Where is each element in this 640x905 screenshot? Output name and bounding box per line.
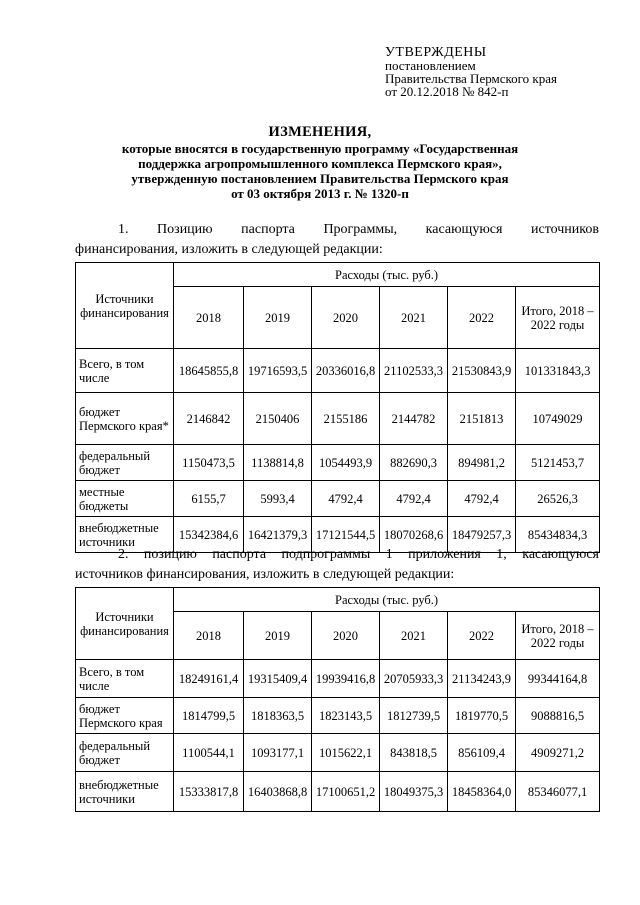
table-cell: 1100544,1 <box>174 734 244 772</box>
table-cell: 1812739,5 <box>380 698 448 734</box>
table-row <box>76 772 600 812</box>
table-cell: 18070268,6 <box>380 517 448 553</box>
table-cell: 85434834,3 <box>516 517 600 553</box>
document-title: ИЗМЕНЕНИЯ, <box>268 124 372 140</box>
approval-line-3: от 20.12.2018 № 842-п <box>385 84 509 99</box>
table-cell: 19716593,5 <box>244 349 312 393</box>
table-cell: 1015622,1 <box>312 734 380 772</box>
financing-table-subprogram <box>75 587 600 812</box>
table-cell: 894981,2 <box>448 445 516 481</box>
table-cell: 9088816,5 <box>516 698 600 734</box>
table-cell: 1054493,9 <box>312 445 380 481</box>
table-row <box>76 481 600 517</box>
row-label: Всего, в том числе <box>76 660 174 698</box>
heading-line-2: поддержка агропромышленного комплекса Пермского края», <box>138 156 502 171</box>
row-label: федеральный бюджет <box>76 734 174 772</box>
total-header: Итого, 2018 – 2022 годы <box>516 287 600 349</box>
table-cell: 20336016,8 <box>312 349 380 393</box>
year-header: 2022 <box>448 612 516 660</box>
approval-stamp <box>385 46 557 98</box>
table-cell: 18645855,8 <box>174 349 244 393</box>
source-header: Источники финансирования <box>76 263 174 349</box>
row-label: внебюджетные источники <box>76 772 174 812</box>
table-cell: 21102533,3 <box>380 349 448 393</box>
table-cell: 16421379,3 <box>244 517 312 553</box>
source-header: Источники финансирования <box>76 588 174 660</box>
year-header: 2018 <box>174 287 244 349</box>
total-header: Итого, 2018 – 2022 годы <box>516 612 600 660</box>
approval-line-1: постановлением <box>385 58 476 73</box>
table-cell: 18479257,3 <box>448 517 516 553</box>
year-header: 2021 <box>380 287 448 349</box>
row-label: местные бюджеты <box>76 481 174 517</box>
heading-line-4: от 03 октября 2013 г. № 1320-п <box>231 186 409 201</box>
table-cell: 19315409,4 <box>244 660 312 698</box>
table-cell: 4792,4 <box>380 481 448 517</box>
row-label: бюджет Пермского края <box>76 698 174 734</box>
table-cell: 19939416,8 <box>312 660 380 698</box>
table-cell: 18049375,3 <box>380 772 448 812</box>
expenses-header: Расходы (тыс. руб.) <box>174 263 600 287</box>
table-cell: 101331843,3 <box>516 349 600 393</box>
table-cell: 1150473,5 <box>174 445 244 481</box>
approval-line-2: Правительства Пермского края <box>385 71 557 86</box>
table-row <box>76 734 600 772</box>
table-cell: 2151813 <box>448 393 516 445</box>
table-cell: 2144782 <box>380 393 448 445</box>
table-cell: 1819770,5 <box>448 698 516 734</box>
table-cell: 2146842 <box>174 393 244 445</box>
table-cell: 21530843,9 <box>448 349 516 393</box>
year-header: 2019 <box>244 287 312 349</box>
table-cell: 856109,4 <box>448 734 516 772</box>
year-header: 2019 <box>244 612 312 660</box>
expenses-header: Расходы (тыс. руб.) <box>174 588 600 612</box>
table-cell: 4792,4 <box>312 481 380 517</box>
table-row <box>76 393 600 445</box>
table-cell: 15333817,8 <box>174 772 244 812</box>
year-header: 2022 <box>448 287 516 349</box>
table-cell: 2155186 <box>312 393 380 445</box>
table-row <box>76 660 600 698</box>
table-cell: 1138814,8 <box>244 445 312 481</box>
paragraph-2 <box>75 545 599 585</box>
document-heading <box>0 124 640 200</box>
table-cell: 1818363,5 <box>244 698 312 734</box>
financing-table-program <box>75 262 600 553</box>
paragraph-1 <box>75 220 599 260</box>
table-cell: 882690,3 <box>380 445 448 481</box>
table-cell: 5993,4 <box>244 481 312 517</box>
year-header: 2020 <box>312 287 380 349</box>
table-row <box>76 445 600 481</box>
heading-line-1: которые вносятся в государственную программу «Государственная <box>121 141 519 156</box>
table-cell: 15342384,6 <box>174 517 244 553</box>
row-label: федеральный бюджет <box>76 445 174 481</box>
paragraph-1-first-line: 1. Позицию паспорта Программы, касающуюся источников <box>118 222 599 237</box>
table-cell: 2150406 <box>244 393 312 445</box>
table-cell: 1814799,5 <box>174 698 244 734</box>
table-cell: 4792,4 <box>448 481 516 517</box>
row-label: внебюджетные источники <box>76 517 174 553</box>
table-cell: 20705933,3 <box>380 660 448 698</box>
row-label: Всего, в том числе <box>76 349 174 393</box>
table-cell: 18458364,0 <box>448 772 516 812</box>
table-cell: 1093177,1 <box>244 734 312 772</box>
year-header: 2020 <box>312 612 380 660</box>
table-cell: 85346077,1 <box>516 772 600 812</box>
table-cell: 16403868,8 <box>244 772 312 812</box>
table-cell: 99344164,8 <box>516 660 600 698</box>
table-cell: 26526,3 <box>516 481 600 517</box>
paragraph-1-rest: финансирования, изложить в следующей редакции: <box>75 242 383 257</box>
approval-title: УТВЕРЖДЕНЫ <box>385 45 487 60</box>
table-cell: 18249161,4 <box>174 660 244 698</box>
table-cell: 17100651,2 <box>312 772 380 812</box>
table-cell: 6155,7 <box>174 481 244 517</box>
paragraph-2-first-line: 2. позицию паспорта подпрограммы 1 приложения 1, касающуюся <box>118 547 599 562</box>
table-row <box>76 698 600 734</box>
table-cell: 10749029 <box>516 393 600 445</box>
row-label: бюджет Пермского края* <box>76 393 174 445</box>
heading-line-3: утвержденную постановлением Правительства Пермского края <box>131 171 509 186</box>
year-header: 2021 <box>380 612 448 660</box>
table-cell: 1823143,5 <box>312 698 380 734</box>
year-header: 2018 <box>174 612 244 660</box>
table-row <box>76 349 600 393</box>
table-cell: 4909271,2 <box>516 734 600 772</box>
table-cell: 5121453,7 <box>516 445 600 481</box>
table-cell: 21134243,9 <box>448 660 516 698</box>
table-cell: 17121544,5 <box>312 517 380 553</box>
paragraph-2-rest: источников финансирования, изложить в следующей редакции: <box>75 567 455 582</box>
table-cell: 843818,5 <box>380 734 448 772</box>
